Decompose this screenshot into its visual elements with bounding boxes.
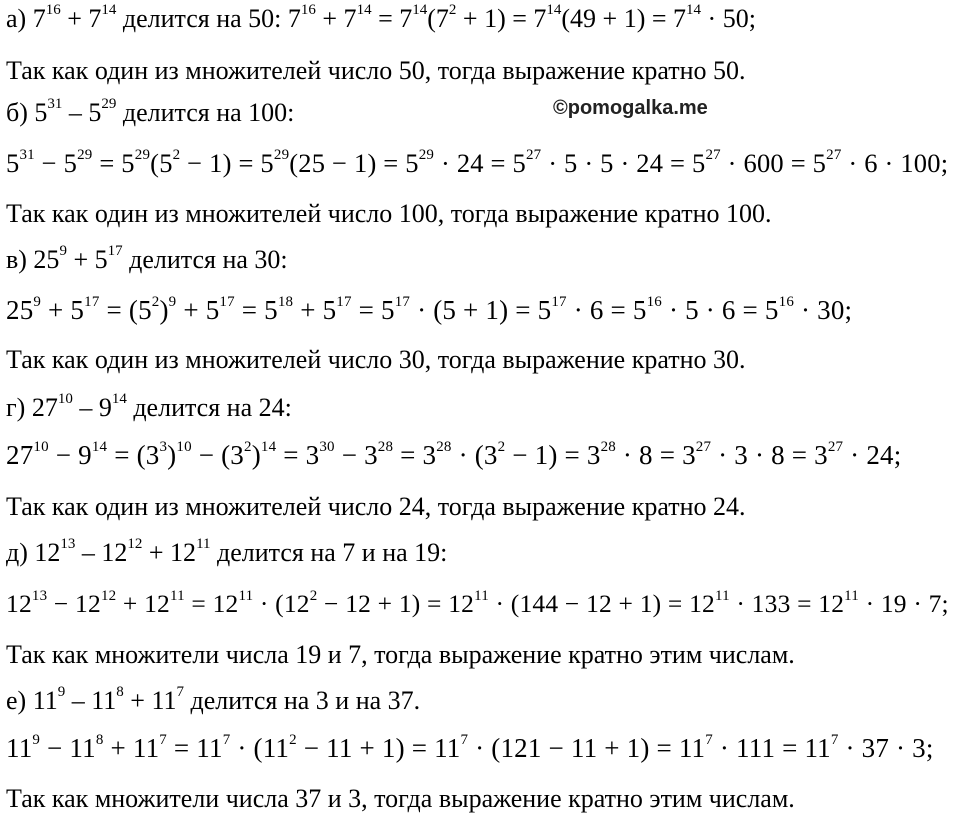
exponent: 12 bbox=[127, 536, 143, 553]
exponent: 31 bbox=[19, 147, 35, 164]
exponent: 14 bbox=[546, 2, 562, 19]
exponent: 28 bbox=[436, 439, 452, 455]
exponent: 14 bbox=[101, 2, 117, 19]
exponent: 14 bbox=[412, 2, 428, 19]
problem-d-solution: $27^{10} - 9^{14} = (3^3)^{10} - (3^2)^{14} = 3^{30} - 3^{28} = 3^{28} \cdot (3^2 - 1) = 3^{28} \cdot 8 = 3^{27} \cdot 3 \cdot 8 = 3^{27} \cdot 24$; bbox=[6, 439, 902, 470]
exponent: 11 bbox=[714, 587, 730, 604]
exponent: 2 bbox=[289, 732, 297, 748]
exponent: 10 bbox=[33, 439, 49, 455]
exponent: 17 bbox=[551, 294, 567, 310]
exponent: 9 bbox=[168, 294, 177, 310]
exponent: 17 bbox=[219, 294, 235, 310]
exponent: 13 bbox=[60, 536, 76, 553]
exponent: 9 bbox=[33, 294, 42, 310]
exponent: 2 bbox=[244, 439, 252, 455]
exponent: 16 bbox=[778, 294, 795, 310]
exponent: 2 bbox=[172, 147, 181, 164]
watermark: ©pomogalka.me bbox=[553, 97, 708, 119]
exponent: 10 bbox=[176, 439, 192, 455]
problem-e-conclusion: Так как множители числа 19 и 7, тогда выражение кратно этим числам. bbox=[6, 640, 795, 669]
exponent: 9 bbox=[32, 732, 41, 748]
problem-b-statement: б) $5^{31} - 5^{29}$ делится на 100: bbox=[6, 96, 295, 127]
exponent: 16 bbox=[45, 2, 61, 19]
exponent: 28 bbox=[600, 439, 616, 455]
problem-c-statement: в) $25^9 + 5^{17}$ делится на 30: bbox=[6, 243, 288, 274]
exponent: 11 bbox=[196, 536, 211, 553]
exponent: 7 bbox=[460, 732, 469, 748]
exponent: 17 bbox=[107, 243, 123, 260]
exponent: 31 bbox=[47, 96, 63, 113]
problem-e-solution: $12^{13} - 12^{12} + 12^{11} = 12^{11} \cdot (12^2 - 12 + 1) = 12^{11} \cdot (144 - 12 + 1) = 12^{11} \cdot 133 = 12^{11} \cdot 19 \cdot 7$; bbox=[6, 587, 949, 618]
problem-b-solution: $5^{31} - 5^{29} = 5^{29}(5^2 - 1) = 5^{29}(25 - 1) = 5^{29} \cdot 24 = 5^{27} \cdot 5 \cdot 5 \cdot 24 = 5^{27} \cdot 600 = 5^{27} \cdot 6 \cdot 100$; bbox=[6, 147, 949, 178]
problem-d-statement: г) $27^{10} - 9^{14}$ делится на 24: bbox=[6, 391, 292, 422]
exponent: 8 bbox=[116, 684, 124, 701]
problem-a-statement: а) $7^{16} + 7^{14}$ делится на 50: $7^{16} + 7^{14} = 7^{14}(7^2 + 1) = 7^{14}(49 + 1) = 7^{14} \cdot 50$; bbox=[6, 2, 756, 33]
exponent: 2 bbox=[309, 587, 318, 604]
exponent: 29 bbox=[101, 96, 117, 113]
problem-e-statement: д) $12^{13} - 12^{12} + 12^{11}$ делится на 7 и на 19: bbox=[6, 536, 448, 567]
exponent: 16 bbox=[300, 2, 316, 19]
exponent: 27 bbox=[525, 147, 542, 164]
exponent: 3 bbox=[159, 439, 168, 455]
exponent: 14 bbox=[111, 391, 127, 408]
exponent: 7 bbox=[222, 732, 231, 748]
exponent: 17 bbox=[84, 294, 100, 310]
exponent: 11 bbox=[238, 587, 254, 604]
exponent: 7 bbox=[159, 732, 167, 748]
exponent: 8 bbox=[95, 732, 104, 748]
exponent: 27 bbox=[705, 147, 721, 164]
exponent: 27 bbox=[695, 439, 712, 455]
exponent: 12 bbox=[100, 587, 117, 604]
exponent: 17 bbox=[394, 294, 411, 310]
problem-f-statement: е) $11^9 - 11^8 + 11^7$ делится на 3 и на 37. bbox=[6, 684, 421, 715]
exponent: 7 bbox=[830, 732, 839, 748]
problem-c-solution: $25^9 + 5^{17} = (5^2)^9 + 5^{17} = 5^{18} + 5^{17} = 5^{17} \cdot (5 + 1) = 5^{17} \cdot 6 = 5^{16} \cdot 5 \cdot 6 = 5^{16} \cdot 30$; bbox=[6, 294, 853, 325]
problem-c-conclusion: Так как один из множителей число 30, тогда выражение кратно 30. bbox=[6, 345, 746, 374]
problem-a-conclusion: Так как один из множителей число 50, тогда выражение кратно 50. bbox=[6, 56, 746, 85]
exponent: 29 bbox=[273, 147, 290, 164]
exponent: 27 bbox=[826, 147, 842, 164]
exponent: 18 bbox=[277, 294, 294, 310]
exponent: 14 bbox=[686, 2, 702, 19]
exponent: 30 bbox=[319, 439, 335, 455]
exponent: 27 bbox=[827, 439, 844, 455]
exponent: 28 bbox=[377, 439, 394, 455]
problem-f-conclusion: Так как множители числа 37 и 3, тогда выражение кратно этим числам. bbox=[6, 784, 795, 813]
exponent: 2 bbox=[151, 294, 160, 310]
exponent: 14 bbox=[356, 2, 372, 19]
exponent: 10 bbox=[57, 391, 73, 408]
exponent: 13 bbox=[31, 587, 48, 604]
exponent: 7 bbox=[176, 684, 184, 701]
exponent: 9 bbox=[57, 684, 66, 701]
exponent: 29 bbox=[418, 147, 435, 164]
exponent: 29 bbox=[134, 147, 151, 164]
problem-b-conclusion: Так как один из множителей число 100, тогда выражение кратно 100. bbox=[6, 199, 772, 228]
problem-d-conclusion: Так как один из множителей число 24, тогда выражение кратно 24. bbox=[6, 492, 746, 521]
exponent: 2 bbox=[448, 2, 457, 19]
exponent: 29 bbox=[77, 147, 93, 164]
exponent: 2 bbox=[497, 439, 506, 455]
exponent: 17 bbox=[336, 294, 352, 310]
exponent: 11 bbox=[170, 587, 185, 604]
exponent: 16 bbox=[646, 294, 662, 310]
exponent: 11 bbox=[844, 587, 859, 604]
problem-f-solution: $11^9 - 11^8 + 11^7 = 11^7 \cdot (11^2 - 11 + 1) = 11^7 \cdot (121 - 11 + 1) = 11^7 \cdot 111 = 11^7 \cdot 37 \cdot 3$; bbox=[6, 732, 934, 763]
exponent: 9 bbox=[59, 243, 67, 260]
exponent: 14 bbox=[91, 439, 108, 455]
exponent: 7 bbox=[705, 732, 713, 748]
exponent: 11 bbox=[474, 587, 489, 604]
exponent: 14 bbox=[260, 439, 277, 455]
